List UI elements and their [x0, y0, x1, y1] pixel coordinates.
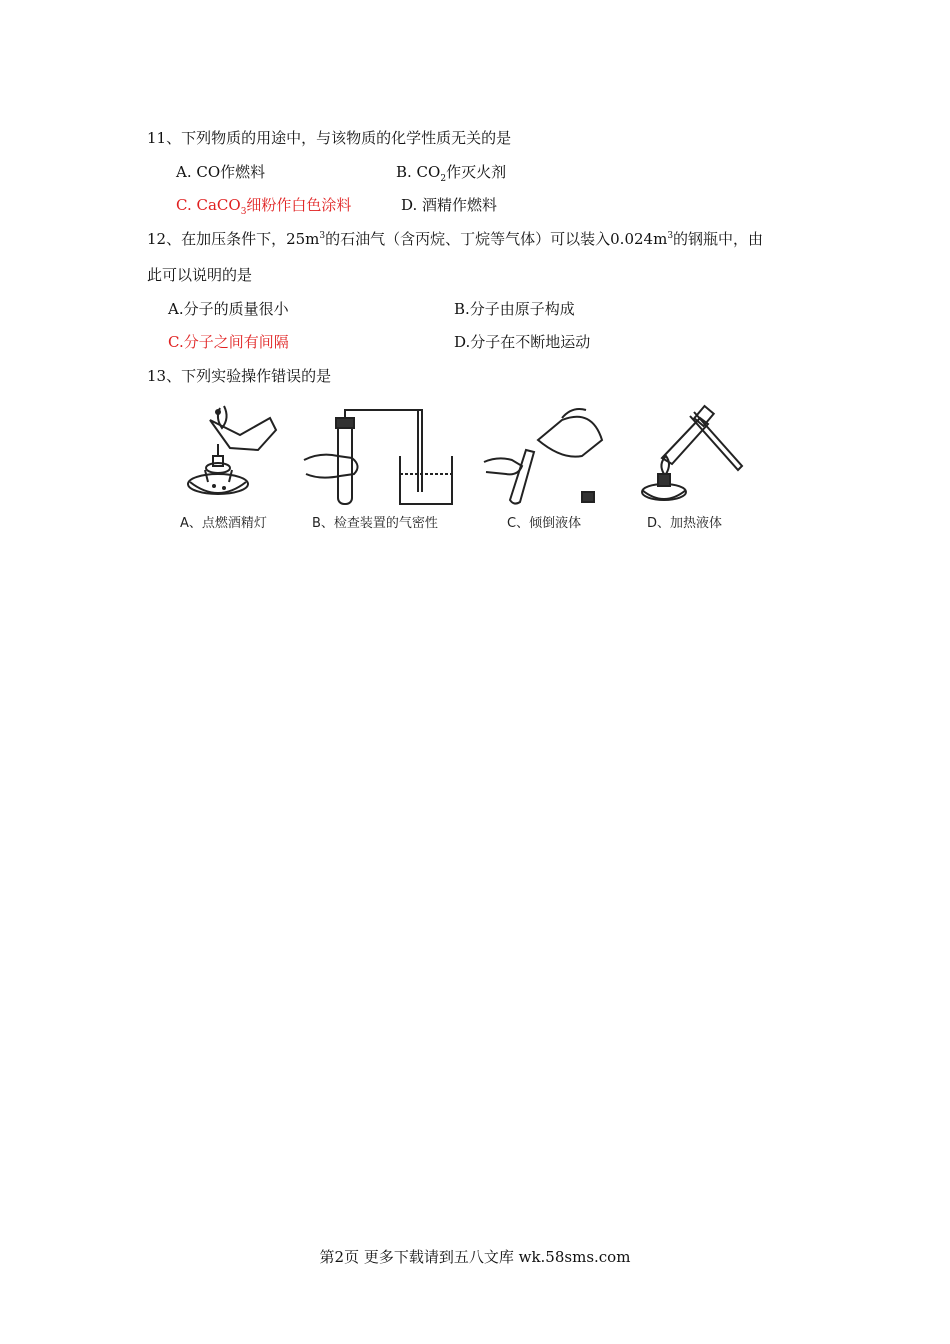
q12-stem-part2: 的石油气（含丙烷、丁烷等气体）可以装入0.024m: [325, 230, 668, 248]
caption-a: A、点燃酒精灯: [180, 516, 267, 531]
q12-stem-part3: 的钢瓶中，由: [673, 230, 764, 248]
figure-a-lighting-lamp: [180, 400, 285, 512]
q11-option-b-sub: 2: [440, 174, 447, 184]
q12-option-c-answer: C.分子之间有间隔: [168, 333, 289, 351]
q11-option-b-suffix: 作灭火剂: [446, 163, 507, 181]
figure-d-heating-liquid: [636, 400, 751, 512]
q12-stem-continued: 此可以说明的是: [147, 266, 253, 284]
q11-option-a: A. CO作燃料: [176, 163, 266, 181]
q12-option-b: B.分子由原子构成: [454, 300, 575, 318]
q12-option-a: A.分子的质量很小: [168, 300, 289, 318]
q11-option-c-answer: [176, 195, 351, 215]
q11-stem: 11、下列物质的用途中，与该物质的化学性质无关的是: [147, 129, 512, 147]
q11-option-c-sub: 3: [240, 207, 247, 217]
q12-option-d: D.分子在不断地运动: [454, 333, 591, 351]
q11-option-b-prefix: B. CO: [396, 163, 441, 181]
caption-d: D、加热液体: [647, 516, 723, 531]
q12-stem: [147, 229, 763, 249]
q12-stem-part1: 12、在加压条件下，25m: [147, 230, 320, 248]
q12-stem-sup1: 3: [319, 231, 326, 241]
q11-option-c-suffix: 细粉作白色涂料: [246, 196, 352, 214]
caption-c: C、倾倒液体: [507, 516, 582, 531]
q11-option-c-prefix: C. CaCO: [176, 196, 241, 214]
q11-option-d: D. 酒精作燃料: [401, 196, 498, 214]
caption-b: B、检查装置的气密性: [312, 516, 438, 531]
figure-b-airtightness-check: [300, 400, 460, 512]
q13-stem: 13、下列实验操作错误的是: [147, 367, 332, 385]
page-footer: 第2页 更多下载请到五八文库 wk.58sms.com: [319, 1248, 631, 1266]
q12-stem-sup2: 3: [667, 231, 674, 241]
figure-c-pouring-liquid: [482, 400, 612, 512]
q11-option-b: [396, 162, 506, 182]
